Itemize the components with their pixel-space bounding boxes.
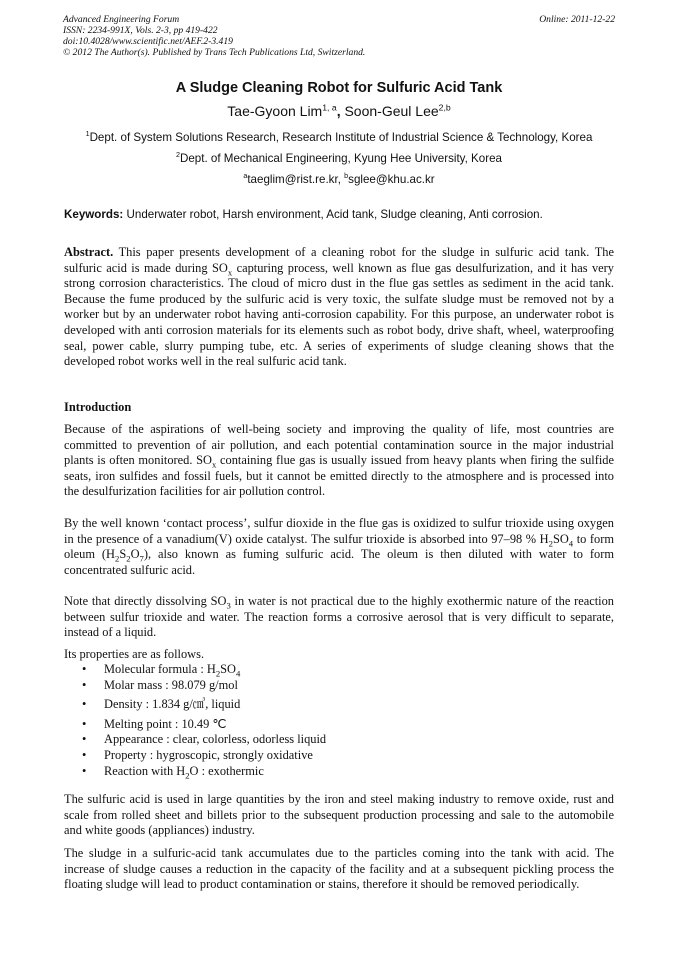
p3-text-b: in water is not practical due to the highly exothermic nature of the reaction between sulfur trioxide and water. The reaction forms a corrosive aerosol that is very difficult to separate, instead of a liquid. bbox=[64, 594, 615, 640]
p2-text-e: O bbox=[130, 547, 140, 562]
issn-line: ISSN: 2234-991X, Vols. 2-3, pp 419-422 bbox=[63, 25, 218, 36]
abstract-sub-x: x bbox=[227, 267, 233, 278]
email-1: taeglim@rist.re.kr, bbox=[247, 173, 345, 186]
list-item bbox=[64, 662, 326, 678]
paper-title: A Sludge Cleaning Robot for Sulfuric Acid Tank bbox=[175, 80, 503, 96]
list-item: • Appearance : clear, colorless, odorless liquid bbox=[64, 732, 326, 748]
p2-sub-1: 2 bbox=[548, 538, 553, 549]
reaction-label: Reaction with H bbox=[104, 763, 186, 778]
formula-mid: SO bbox=[220, 662, 236, 676]
affiliation-2 bbox=[0, 152, 678, 165]
list-item: • Density : 1.834 g/㎤, liquid bbox=[64, 697, 326, 713]
reaction-sub: 2 bbox=[185, 770, 190, 781]
list-item: • Molar mass : 98.079 g/mol bbox=[64, 678, 326, 694]
author-1-affil: 1, a bbox=[322, 102, 337, 113]
author-2-affil: 2,b bbox=[438, 102, 451, 113]
abstract-text-2: capturing process, well known as flue gas desulfurization, and it has very strong corrosion characteristics. The cloud of micro dust in the flue gas settles as sediment in the acid tank. Because the fume produced by the sulfuric acid is very toxic, the sulfate sludge must be removed not by a worker but by an underwater robot having anti-corrosion capability. For this purpose, an underwater robot is developed with anti corrosion materials for its elements such as robot body, drive shaft, wheel, waterproofing seal, power cable, slurry pumping tube, etc. A series of experiments of sludge cleaning shows that the developed robot works well in the real sulfuric acid tank. bbox=[64, 260, 614, 369]
email-2-marker: b bbox=[344, 171, 349, 181]
affiliation-1-marker: 1 bbox=[85, 129, 90, 139]
p2-sub-2: 4 bbox=[568, 538, 574, 549]
formula-label: Molecular formula : H bbox=[104, 662, 216, 676]
p2-sub-5: 7 bbox=[139, 553, 144, 564]
formula-sub-1: 2 bbox=[215, 668, 221, 679]
abstract-text-1: This paper presents development of a cleaning robot for the sludge in sulfuric acid tank. The sulfuric acid is made during SO bbox=[64, 245, 614, 275]
affiliation-2-text: Dept. of Mechanical Engineering, Kyung Hee University, Korea bbox=[179, 152, 502, 165]
affiliation-1 bbox=[0, 131, 678, 144]
keywords bbox=[64, 208, 543, 221]
intro-paragraph-5: The sludge in a sulfuric-acid tank accumulates due to the particles coming into the tank with acid. The increase of sludge causes a reduction in the capacity of the facility and at a subsequent pickling process the floating sludge will lead to product contamination or stains, therefore it should be removed periodically. bbox=[64, 846, 614, 892]
abstract-paragraph bbox=[64, 245, 614, 370]
list-item: • Property : hygroscopic, strongly oxidative bbox=[64, 748, 326, 764]
list-item bbox=[64, 764, 326, 780]
p2-text-a: By the well known ‘contact process’, sulfur dioxide in the flue gas is oxidized to sulfur trioxide using oxygen in the presence of a vanadium(V) oxide catalyst. The sulfur trioxide is absorbed into 97–98 % H bbox=[64, 516, 614, 546]
p1-text-a: Because of the aspirations of well-being society and improving the quality of life, most countries are committed to prevention of air pollution, and each potential contamination source in the major industrial plants is often monitored. SO bbox=[64, 422, 614, 468]
keywords-text: Underwater robot, Harsh environment, Acid tank, Sludge cleaning, Anti corrosion. bbox=[123, 208, 543, 221]
p2-text-b: SO bbox=[552, 531, 569, 546]
reaction-rest: O : exothermic bbox=[189, 763, 264, 778]
email-1-marker: a bbox=[243, 171, 248, 181]
section-heading-introduction: Introduction bbox=[64, 400, 132, 414]
intro-paragraph-3 bbox=[64, 594, 614, 641]
affiliation-2-marker: 2 bbox=[175, 150, 180, 160]
p1-text-b: containing flue gas is usually issued from heavy plants when firing the sulfide seats, iron sulfides and fossil fuels, but it cannot be emitted directly to the atmosphere and is processed into the desulfurization facilities for air pollution control. bbox=[64, 453, 614, 499]
affiliation-1-text: Dept. of System Solutions Research, Research Institute of Industrial Science & Technology, Korea bbox=[89, 131, 593, 144]
p3-text-a: Note that directly dissolving SO bbox=[64, 594, 227, 608]
formula-sub-2: 4 bbox=[236, 668, 241, 679]
copyright-line: © 2012 The Author(s). Published by Trans Tech Publications Ltd, Switzerland. bbox=[63, 47, 366, 58]
doi-line: doi:10.4028/www.scientific.net/AEF.2-3.419 bbox=[63, 36, 233, 47]
properties-list bbox=[64, 662, 326, 779]
properties-intro: Its properties are as follows. bbox=[64, 647, 205, 661]
intro-paragraph-2 bbox=[64, 516, 614, 578]
journal-name: Advanced Engineering Forum bbox=[63, 14, 180, 25]
p2-text-f: ), also known as fuming sulfuric acid. The oleum is then diluted with water to form concentrated sulfuric acid. bbox=[64, 547, 614, 577]
keywords-label: Keywords: bbox=[64, 208, 124, 221]
author-separator: , bbox=[336, 103, 341, 119]
online-date: Online: 2011-12-22 bbox=[539, 14, 615, 25]
p2-sub-3: 2 bbox=[115, 553, 120, 564]
p2-text-d: S bbox=[119, 547, 127, 562]
p3-sub: 3 bbox=[226, 600, 231, 611]
p2-sub-4: 2 bbox=[126, 553, 131, 564]
author-1: Tae-Gyoon Lim bbox=[227, 103, 323, 119]
email-line bbox=[0, 173, 678, 186]
intro-paragraph-4: The sulfuric acid is used in large quantities by the iron and steel making industry to remove oxide, rust and scale from rolled sheet and billets prior to the subsequent production processing and sale to the automobile and white goods (appliances) industry. bbox=[64, 792, 614, 838]
p1-sub: x bbox=[211, 459, 217, 470]
abstract-label: Abstract. bbox=[64, 245, 114, 259]
journal-header bbox=[63, 14, 615, 58]
author-2: Soon-Geul Lee bbox=[340, 103, 439, 119]
list-item: • Melting point : 10.49 ℃ bbox=[64, 717, 326, 733]
email-2: sglee@khu.ac.kr bbox=[348, 173, 435, 186]
intro-paragraph-1 bbox=[64, 422, 614, 500]
p2-text-c: to form oleum (H bbox=[64, 531, 614, 562]
author-line bbox=[0, 103, 678, 119]
